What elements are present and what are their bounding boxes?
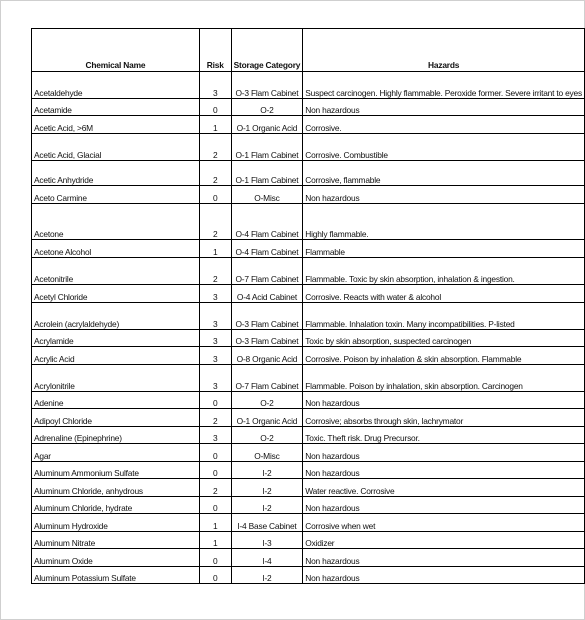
- hazards-cell: Non hazardous: [303, 186, 585, 204]
- risk-cell: 1: [199, 514, 231, 532]
- hazards-cell: Flammable: [303, 240, 585, 258]
- chemical-name-cell: Aluminum Oxide: [32, 549, 200, 567]
- storage-category-cell: O-1 Organic Acid: [231, 409, 303, 427]
- risk-cell: 2: [199, 409, 231, 427]
- table-row: [32, 116, 585, 134]
- hazards-cell: Non hazardous: [303, 462, 585, 479]
- chemical-name-cell: Aluminum Hydroxide: [32, 514, 200, 532]
- hazards-cell: Water reactive. Corrosive: [303, 479, 585, 497]
- table-row: [32, 549, 585, 567]
- chemical-name-cell: Agar: [32, 444, 200, 462]
- table-row: [32, 532, 585, 549]
- chemical-name-cell: Acrylic Acid: [32, 347, 200, 365]
- table-row: [32, 392, 585, 409]
- risk-cell: 0: [199, 392, 231, 409]
- risk-cell: 2: [199, 204, 231, 240]
- risk-cell: 3: [199, 285, 231, 303]
- risk-cell: 1: [199, 240, 231, 258]
- storage-category-cell: O-2: [231, 427, 303, 444]
- storage-category-cell: I-4: [231, 549, 303, 567]
- hazards-cell: Non hazardous: [303, 567, 585, 584]
- risk-cell: 2: [199, 134, 231, 161]
- risk-cell: 1: [199, 532, 231, 549]
- storage-category-cell: O-2: [231, 99, 303, 116]
- header-risk: Risk: [199, 29, 231, 72]
- storage-category-cell: O-Misc: [231, 186, 303, 204]
- hazards-cell: Corrosive; absorbs through skin, lachrymator: [303, 409, 585, 427]
- chemical-name-cell: Adenine: [32, 392, 200, 409]
- storage-category-cell: I-3: [231, 532, 303, 549]
- header-storage-category: Storage Category: [231, 29, 303, 72]
- chemical-name-cell: Acetone: [32, 204, 200, 240]
- header-hazards: Hazards: [303, 29, 585, 72]
- risk-cell: 0: [199, 549, 231, 567]
- table-row: [32, 365, 585, 392]
- storage-category-cell: O-1 Flam Cabinet: [231, 134, 303, 161]
- storage-category-cell: O-4 Acid Cabinet: [231, 285, 303, 303]
- risk-cell: 3: [199, 365, 231, 392]
- hazards-cell: Corrosive. Poison by inhalation & skin absorption. Flammable: [303, 347, 585, 365]
- table-row: [32, 258, 585, 285]
- table-row: [32, 240, 585, 258]
- storage-category-cell: O-7 Flam Cabinet: [231, 365, 303, 392]
- chemical-name-cell: Acetic Acid, Glacial: [32, 134, 200, 161]
- table-row: [32, 409, 585, 427]
- chemical-name-cell: Acetamide: [32, 99, 200, 116]
- chemical-name-cell: Adrenaline (Epinephrine): [32, 427, 200, 444]
- risk-cell: 3: [199, 303, 231, 330]
- storage-category-cell: O-3 Flam Cabinet: [231, 72, 303, 99]
- storage-category-cell: I-2: [231, 462, 303, 479]
- risk-cell: 1: [199, 116, 231, 134]
- table-row: [32, 72, 585, 99]
- chemical-storage-table: [31, 28, 585, 584]
- risk-cell: 0: [199, 497, 231, 514]
- hazards-cell: Flammable. Inhalation toxin. Many incompatibilities. P-listed: [303, 303, 585, 330]
- chemical-name-cell: Adipoyl Chloride: [32, 409, 200, 427]
- table-row: [32, 161, 585, 186]
- table-row: [32, 479, 585, 497]
- storage-category-cell: I-2: [231, 479, 303, 497]
- hazards-cell: Flammable. Toxic by skin absorption, inhalation & ingestion.: [303, 258, 585, 285]
- table-row: [32, 444, 585, 462]
- hazards-cell: Non hazardous: [303, 99, 585, 116]
- chemical-name-cell: Aluminum Potassium Sulfate: [32, 567, 200, 584]
- chemical-name-cell: Acetyl Chloride: [32, 285, 200, 303]
- risk-cell: 3: [199, 72, 231, 99]
- chemical-name-cell: Acetone Alcohol: [32, 240, 200, 258]
- hazards-cell: Toxic by skin absorption, suspected carcinogen: [303, 330, 585, 347]
- storage-category-cell: O-1 Flam Cabinet: [231, 161, 303, 186]
- table-row: [32, 186, 585, 204]
- table-row: [32, 330, 585, 347]
- chemical-name-cell: Aceto Carmine: [32, 186, 200, 204]
- risk-cell: 3: [199, 427, 231, 444]
- storage-category-cell: I-2: [231, 567, 303, 584]
- table-row: [32, 567, 585, 584]
- storage-category-cell: I-2: [231, 497, 303, 514]
- table-row: [32, 134, 585, 161]
- risk-cell: 0: [199, 99, 231, 116]
- table-row: [32, 303, 585, 330]
- storage-category-cell: O-1 Organic Acid: [231, 116, 303, 134]
- storage-category-cell: I-4 Base Cabinet: [231, 514, 303, 532]
- table-row: [32, 497, 585, 514]
- chemical-name-cell: Acetonitrile: [32, 258, 200, 285]
- hazards-cell: Non hazardous: [303, 392, 585, 409]
- table-row: [32, 347, 585, 365]
- table-row: [32, 204, 585, 240]
- hazards-cell: Flammable. Poison by inhalation, skin absorption. Carcinogen: [303, 365, 585, 392]
- hazards-cell: Non hazardous: [303, 444, 585, 462]
- storage-category-cell: O-Misc: [231, 444, 303, 462]
- risk-cell: 3: [199, 347, 231, 365]
- table-row: [32, 462, 585, 479]
- hazards-cell: Suspect carcinogen. Highly flammable. Peroxide former. Severe irritant to eyes: [303, 72, 585, 99]
- risk-cell: 2: [199, 161, 231, 186]
- storage-category-cell: O-3 Flam Cabinet: [231, 330, 303, 347]
- chemical-name-cell: Aluminum Chloride, hydrate: [32, 497, 200, 514]
- chemical-name-cell: Acetic Anhydride: [32, 161, 200, 186]
- chemical-name-cell: Acrylonitrile: [32, 365, 200, 392]
- chemical-name-cell: Acetic Acid, >6M: [32, 116, 200, 134]
- risk-cell: 2: [199, 479, 231, 497]
- chemical-name-cell: Aluminum Chloride, anhydrous: [32, 479, 200, 497]
- chemical-name-cell: Acrylamide: [32, 330, 200, 347]
- storage-category-cell: O-7 Flam Cabinet: [231, 258, 303, 285]
- hazards-cell: Corrosive. Combustible: [303, 134, 585, 161]
- header-chemical-name: Chemical Name: [32, 29, 200, 72]
- risk-cell: 0: [199, 186, 231, 204]
- hazards-cell: Corrosive. Reacts with water & alcohol: [303, 285, 585, 303]
- hazards-cell: Non hazardous: [303, 497, 585, 514]
- risk-cell: 3: [199, 330, 231, 347]
- storage-category-cell: O-8 Organic Acid: [231, 347, 303, 365]
- chemical-name-cell: Acetaldehyde: [32, 72, 200, 99]
- chemical-name-cell: Aluminum Ammonium Sulfate: [32, 462, 200, 479]
- storage-category-cell: O-4 Flam Cabinet: [231, 240, 303, 258]
- risk-cell: 0: [199, 444, 231, 462]
- storage-category-cell: O-2: [231, 392, 303, 409]
- table-row: [32, 427, 585, 444]
- hazards-cell: Corrosive when wet: [303, 514, 585, 532]
- storage-category-cell: O-4 Flam Cabinet: [231, 204, 303, 240]
- hazards-cell: Highly flammable.: [303, 204, 585, 240]
- table-row: [32, 285, 585, 303]
- risk-cell: 2: [199, 258, 231, 285]
- table-body: [32, 72, 585, 584]
- hazards-cell: Corrosive, flammable: [303, 161, 585, 186]
- chemical-name-cell: Acrolein (acrylaldehyde): [32, 303, 200, 330]
- table-row: [32, 99, 585, 116]
- hazards-cell: Non hazardous: [303, 549, 585, 567]
- risk-cell: 0: [199, 462, 231, 479]
- storage-category-cell: O-3 Flam Cabinet: [231, 303, 303, 330]
- risk-cell: 0: [199, 567, 231, 584]
- header-row: [32, 29, 585, 72]
- hazards-cell: Oxidizer: [303, 532, 585, 549]
- hazards-cell: Corrosive.: [303, 116, 585, 134]
- table-row: [32, 514, 585, 532]
- chemical-name-cell: Aluminum Nitrate: [32, 532, 200, 549]
- hazards-cell: Toxic. Theft risk. Drug Precursor.: [303, 427, 585, 444]
